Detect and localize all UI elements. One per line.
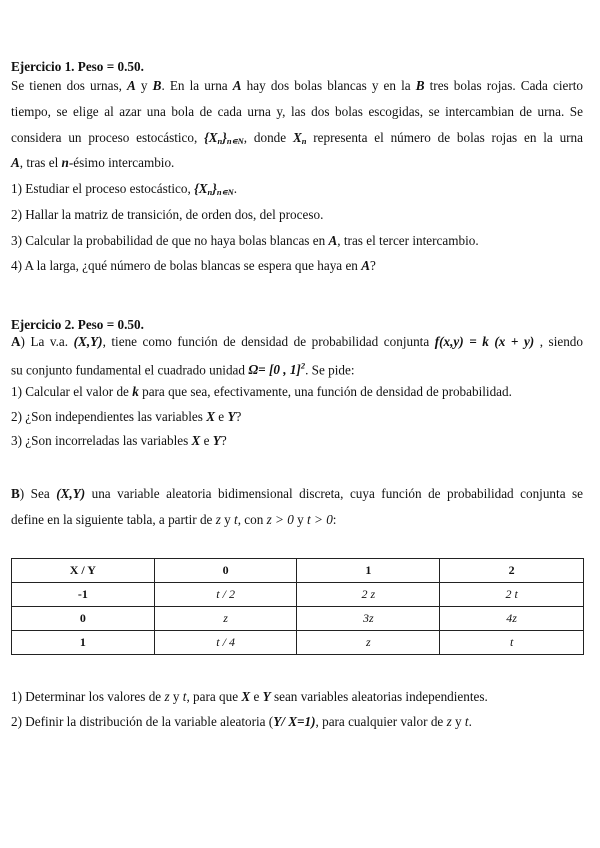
exercise-2-part-b-question-1: 1) Determinar los valores de z y t, para que X e Y sean variables aleatorias independientes. [11, 689, 488, 704]
table-row-label: 0 [12, 607, 155, 631]
exercise-2-part-a-line-1: A) La v.a. (X,Y), tiene como función de densidad de probabilidad conjunta f(x,y) = k (x + y) , siendo [11, 334, 583, 349]
table-header-row [12, 559, 584, 583]
exercise-2-part-a-question-2: 2) ¿Son independientes las variables X e Y? [11, 409, 242, 424]
table-row [12, 631, 584, 655]
exercise-1-question-2: 2) Hallar la matriz de transición, de orden dos, del proceso. [11, 207, 324, 222]
exercise-1-question-1: 1) Estudiar el proceso estocástico, $\{X_n\}_{n∊N}$. [11, 181, 238, 197]
table-cell: t / 4 [154, 631, 297, 655]
table-header-cell: 1 [297, 559, 440, 583]
table-cell: z [154, 607, 297, 631]
table-cell: 4z [440, 607, 584, 631]
exercise-1-statement-line-1: Se tienen dos urnas, A y B. En la urna A hay dos bolas blancas y en la B tres bolas rojas. Cada cierto [11, 78, 583, 93]
table-cell: t [440, 631, 584, 655]
exercise-1-statement-line-2: tiempo, se elige al azar una bola de cada urna y, las dos bolas escogidas, se intercambian de urna. Se [11, 104, 583, 119]
exercise-2-part-b-line-1: B) Sea (X,Y) una variable aleatoria bidimensional discreta, cuya función de probabilidad conjunta se [11, 486, 584, 501]
table-cell: 2 t [440, 583, 584, 607]
exercise-1-title: Ejercicio 1. Peso = 0.50. [11, 59, 144, 74]
table-row [12, 583, 584, 607]
probability-table [11, 558, 584, 655]
exercise-2-part-b-line-2: define en la siguiente tabla, a partir de z y t, con z > 0 y t > 0: [11, 512, 337, 527]
exercise-2-title: Ejercicio 2. Peso = 0.50. [11, 317, 144, 332]
exercise-2-part-a-line-2: su conjunto fundamental el cuadrado unidad Ω= [0 , 1]$^2$. Se pide: [11, 361, 355, 378]
table-row-label: -1 [12, 583, 155, 607]
table-cell: t / 2 [154, 583, 297, 607]
table-header-cell: X / Y [12, 559, 155, 583]
table-cell: 2 z [297, 583, 440, 607]
exercise-2-part-b-question-2: 2) Definir la distribución de la variable aleatoria (Y/ X=1), para cualquier valor de z y t. [11, 714, 472, 729]
exercise-1-question-3: 3) Calcular la probabilidad de que no haya bolas blancas en A, tras el tercer intercambio. [11, 233, 479, 248]
table-row-label: 1 [12, 631, 155, 655]
table-header-cell: 0 [154, 559, 297, 583]
table-cell: z [297, 631, 440, 655]
exercise-2-part-a-question-3: 3) ¿Son incorreladas las variables X e Y? [11, 433, 227, 448]
exercise-1-question-4: 4) A la larga, ¿qué número de bolas blancas se espera que haya en A? [11, 258, 376, 273]
exercise-1-statement-line-3: considera un proceso estocástico, $\{X_n\}_{n∊N}$, donde $X_n$ representa el número de bolas rojas en la urna [11, 130, 584, 146]
table-row [12, 607, 584, 631]
exercise-2-part-a-question-1: 1) Calcular el valor de k para que sea, efectivamente, una función de densidad de probabilidad. [11, 384, 512, 399]
exercise-1-statement-line-4: A, tras el n-ésimo intercambio. [11, 155, 175, 170]
table-cell: 3z [297, 607, 440, 631]
table-header-cell: 2 [440, 559, 584, 583]
